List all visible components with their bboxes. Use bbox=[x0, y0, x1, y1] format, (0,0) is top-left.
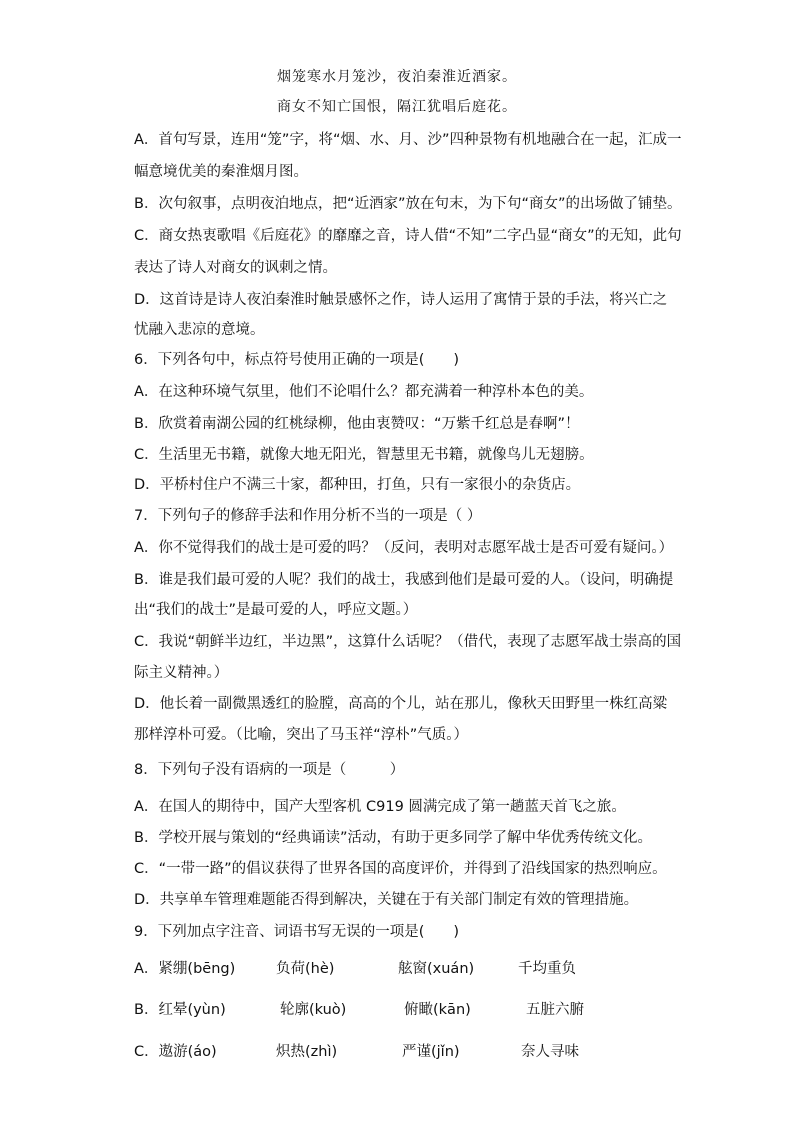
q7-option-b-line2: 出“我们的战士”是最可爱的人，呼应文题。） bbox=[134, 602, 418, 618]
q7-option-b-line1: B．谁是我们最可爱的人呢？我们的战士，我感到他们是最可爱的人。（设问，明确提 bbox=[134, 572, 674, 588]
q5-option-d-line1: D．这首诗是诗人夜泊秦淮时触景感怀之作，诗人运用了寓情于景的手法，将兴亡之 bbox=[134, 292, 668, 308]
q9-option-a-word4: 千均重负 bbox=[518, 961, 576, 977]
q6-stem: 6．下列各句中，标点符号使用正确的一项是( ) bbox=[134, 352, 460, 368]
poem-line-1: 烟笼寒水月笼沙，夜泊秦淮近酒家。 bbox=[277, 69, 517, 85]
q9-option-c-word3: 严谨(jǐn) bbox=[402, 1044, 460, 1060]
q8-option-c: C．“一带一路”的倡议获得了世界各国的高度评价，并得到了沿线国家的热烈响应。 bbox=[134, 861, 667, 877]
poem-line-2: 商女不知亡国恨，隔江犹唱后庭花。 bbox=[277, 99, 517, 115]
q9-stem: 9．下列加点字注音、词语书写无误的一项是( ) bbox=[134, 924, 460, 940]
q6-option-d: D．平桥村住户不满三十家，都种田，打鱼，只有一家很小的杂货店。 bbox=[134, 477, 581, 493]
q7-option-c-line2: 际主义精神。） bbox=[134, 665, 229, 681]
q9-option-b-word3: 俯瞰(kān) bbox=[404, 1002, 471, 1018]
q5-option-b: B．次句叙事，点明夜泊地点，把“近酒家”放在句末，为下句“商女”的出场做了铺垫。 bbox=[134, 196, 682, 212]
q5-option-a-line1: A．首句写景，连用“笼”字，将“烟、水、月、沙”四种景物有机地融合在一起，汇成一 bbox=[134, 132, 682, 148]
q9-option-b-word4: 五脏六腑 bbox=[526, 1002, 584, 1018]
q5-option-c-line1: C．商女热衷歌唱《后庭花》的靡靡之音，诗人借“不知”二字凸显“商女”的无知，此句 bbox=[134, 228, 682, 244]
q7-option-d-line1: D．他长着一副微黑透红的脸膛，高高的个儿，站在那儿，像秋天田野里一株红高粱 bbox=[134, 696, 668, 712]
q7-option-c-line1: C．我说“朝鲜半边红，半边黑”，这算什么话呢？（借代，表现了志愿军战士崇高的国 bbox=[134, 634, 682, 650]
q8-option-a: A．在国人的期待中，国产大型客机 C919 圆满完成了第一趟蓝天首飞之旅。 bbox=[134, 799, 626, 815]
q6-option-a: A．在这种环境气氛里，他们不论唱什么？都充满着一种淳朴本色的美。 bbox=[134, 384, 594, 400]
q7-stem: 7．下列句子的修辞手法和作用分析不当的一项是（ ） bbox=[134, 508, 482, 524]
q8-option-d: D．共享单车管理难题能否得到解决，关键在于有关部门制定有效的管理措施。 bbox=[134, 892, 639, 908]
q8-stem: 8．下列句子没有语病的一项是（ ） bbox=[134, 762, 405, 778]
q9-option-c-label: C．遨游(áo) bbox=[134, 1044, 217, 1060]
q9-option-a-word3: 舷窗(xuán) bbox=[398, 961, 475, 977]
q9-option-a-label: A．紧绷(bēng) bbox=[134, 961, 236, 977]
q9-option-b-label: B．红晕(yùn) bbox=[134, 1002, 226, 1018]
q5-option-a-line2: 幅意境优美的秦淮烟月图。 bbox=[134, 164, 308, 180]
q9-option-b-word2: 轮廓(kuò) bbox=[280, 1002, 347, 1018]
q6-option-b: B．欣赏着南湖公园的红桃绿柳，他由衷赞叹：“万紫千红总是春啊”！ bbox=[134, 416, 580, 432]
q9-option-c-word4: 奈人寻味 bbox=[521, 1044, 579, 1060]
q8-option-b: B．学校开展与策划的“经典诵读”活动，有助于更多同学了解中华优秀传统文化。 bbox=[134, 830, 652, 846]
q6-option-c: C．生活里无书籍，就像大地无阳光，智慧里无书籍，就像鸟儿无翅膀。 bbox=[134, 447, 594, 463]
q7-option-a: A．你不觉得我们的战士是可爱的吗？（反问，表明对志愿军战士是否可爱有疑问。） bbox=[134, 540, 674, 556]
q5-option-c-line2: 表达了诗人对商女的讽刺之情。 bbox=[134, 260, 337, 276]
q7-option-d-line2: 那样淳朴可爱。（比喻，突出了马玉祥“淳朴”气质。） bbox=[134, 727, 469, 743]
q5-option-d-line2: 忧融入悲凉的意境。 bbox=[134, 322, 265, 338]
q9-option-a-word2: 负荷(hè) bbox=[276, 961, 335, 977]
q9-option-c-word2: 炽热(zhì) bbox=[276, 1044, 338, 1060]
